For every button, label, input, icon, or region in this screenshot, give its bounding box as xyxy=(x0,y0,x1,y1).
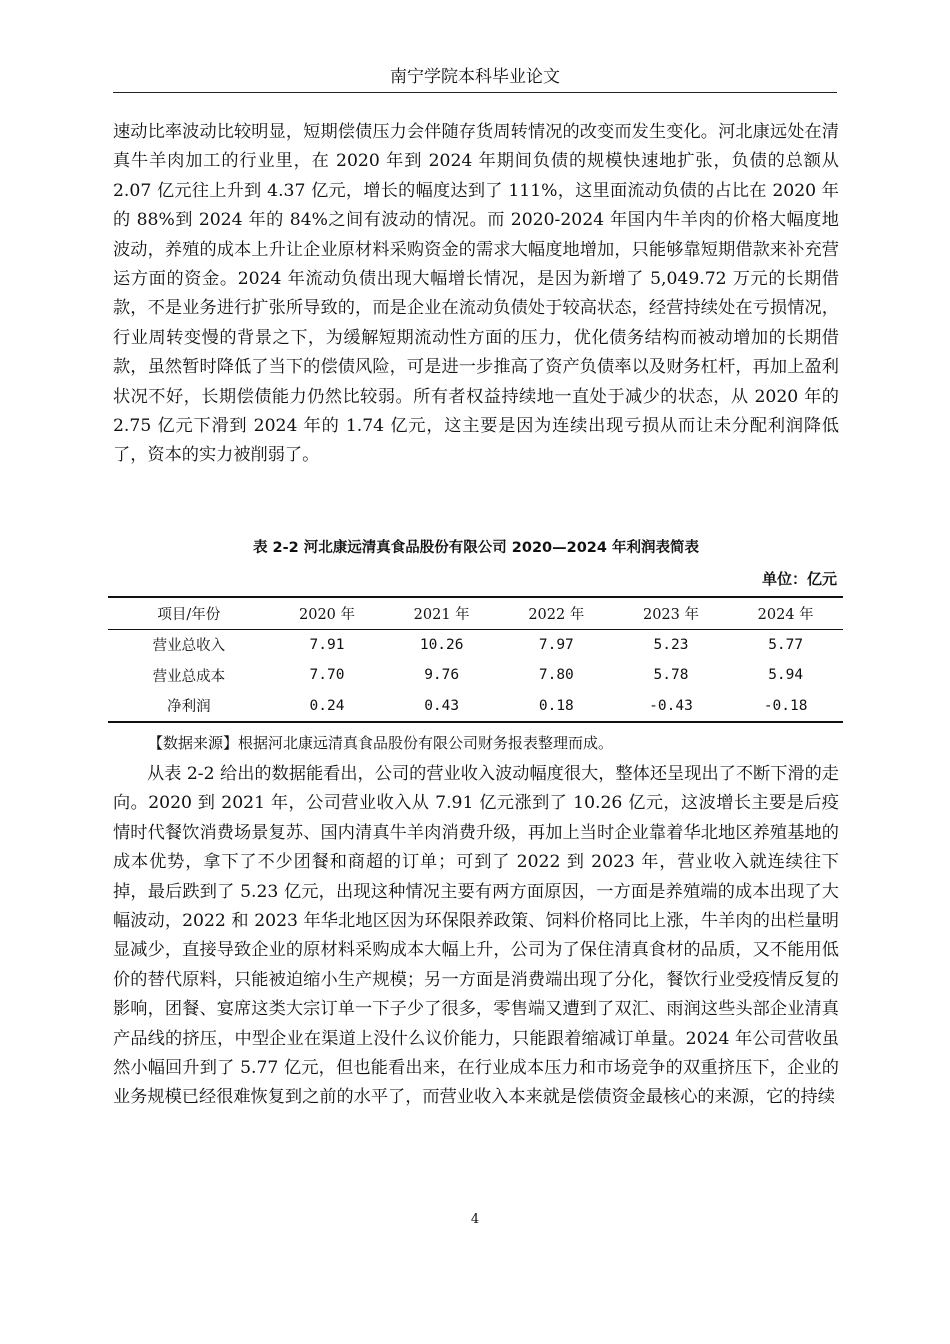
table-cell: 7.80 xyxy=(538,667,574,684)
table-cell: -0.18 xyxy=(763,697,808,714)
header-cell-2024: 2024 年 xyxy=(757,606,814,623)
header-cell-2021: 2021 年 xyxy=(413,606,470,623)
table-cell: 10.26 xyxy=(419,636,464,653)
table-cell: 7.91 xyxy=(309,636,345,653)
table-data-source-note: 【数据来源】根据河北康远清真食品股份有限公司财务报表整理而成。 xyxy=(148,734,614,752)
header-cell-item: 项目/年份 xyxy=(157,606,221,623)
table-cell: 7.97 xyxy=(538,636,574,653)
table-row xyxy=(108,660,843,691)
table-cell: 0.18 xyxy=(538,697,574,714)
table-row xyxy=(108,629,843,660)
table-unit-label: 单位：亿元 xyxy=(761,570,837,588)
table-cell: 0.43 xyxy=(424,697,460,714)
header-cell-2022: 2022 年 xyxy=(528,606,585,623)
paragraph-liquidity-analysis: 速动比率波动比较明显，短期偿债压力会伴随存货周转情况的改变而发生变化。河北康远处在清真牛羊肉加工的行业里，在 2020 年到 2024 年期间负债的规模快速地扩张，负债的总额从 2.07 亿元往上升到 4.37 亿元，增长的幅度达到了 111%，这里面流动负债的占比在 2020 年的 88%到 2024 年的 84%之间有波动的情况。而 2020-2024 年国内牛羊肉的价格大幅度地波动，养殖的成本上升让企业原材料采购资金的需求大幅度地增加，只能够靠短期借款来补充营运方面的资金。2024 年流动负债出现大幅增长情况，是因为新增了 5,049.72 万元的长期借款，不是业务进行扩张所导致的，而是企业在流动负债处于较高状态，经营持续处在亏损情况，行业周转变慢的背景之下，为缓解短期流动性方面的压力，优化债务结构而被动增加的长期借款，虽然暂时降低了当下的偿债风险，可是进一步推高了资产负债率以及财务杠杆，再加上盈利状况不好，长期偿债能力仍然比较弱。所有者权益持续地一直处于减少的状态，从 2020 年的 2.75 亿元下滑到 2024 年的 1.74 亿元，这主要是因为连续出现亏损从而让未分配利润降低了，资本的实力被削弱了。 xyxy=(113,122,839,466)
paragraph-revenue-analysis: 从表 2-2 给出的数据能看出，公司的营业收入波动幅度很大，整体还呈现出了不断下滑的走向。2020 到 2021 年，公司营业收入从 7.91 亿元涨到了 10.26 亿元，这波增长主要是后疫情时代餐饮消费场景复苏、国内清真牛羊肉消费升级，再加上当时企业靠着华北地区养殖基地的成本优势，拿下了不少团餐和商超的订单；可到了 2022 到 2023 年，营业收入就连续往下掉，最后跌到了 5.23 亿元，出现这种情况主要有两方面原因，一方面是养殖端的成本出现了大幅波动，2022 和 2023 年华北地区因为环保限养政策、饲料价格同比上涨，牛羊肉的出栏量明显减少，直接导致企业的原材料采购成本大幅上升，公司为了保住清真食材的品质，又不能用低价的替代原料，只能被迫缩小生产规模；另一方面是消费端出现了分化，餐饮行业受疫情反复的影响，团餐、宴席这类大宗订单一下子少了很多，零售端又遭到了双汇、雨润这些头部企业清真产品线的挤压，中型企业在渠道上没什么议价能力，只能跟着缩减订单量。2024 年公司营收虽然小幅回升到了 5.77 亿元，但也能看出来，在行业成本压力和市场竞争的双重挤压下，企业的业务规模已经很难恢复到之前的水平了，而营业收入本来就是偿债资金最核心的来源，它的持续 xyxy=(113,764,839,1108)
table-cell: 5.94 xyxy=(768,667,804,684)
header-cell-2023: 2023 年 xyxy=(642,606,699,623)
page-number: 4 xyxy=(470,1212,480,1227)
table-cell: -0.43 xyxy=(649,697,693,714)
table-cell: 9.76 xyxy=(424,667,460,684)
table-row xyxy=(108,691,843,723)
row-label: 营业总成本 xyxy=(152,668,226,685)
table-cell: 7.70 xyxy=(309,667,345,684)
header-divider xyxy=(113,92,837,93)
table-caption: 表 2-2 河北康远清真食品股份有限公司 2020—2024 年利润表简表 xyxy=(252,540,700,556)
income-statement-table xyxy=(108,596,843,723)
table-cell: 5.78 xyxy=(653,667,689,684)
table-cell: 0.24 xyxy=(309,697,345,714)
table-header-row xyxy=(108,597,843,629)
table-cell: 5.77 xyxy=(768,636,804,653)
row-label: 营业总收入 xyxy=(152,638,226,655)
header-cell-2020: 2020 年 xyxy=(299,606,356,623)
table-cell: 5.23 xyxy=(653,636,689,653)
row-label: 净利润 xyxy=(167,699,211,716)
page-header-title: 南宁学院本科毕业论文 xyxy=(390,67,560,87)
